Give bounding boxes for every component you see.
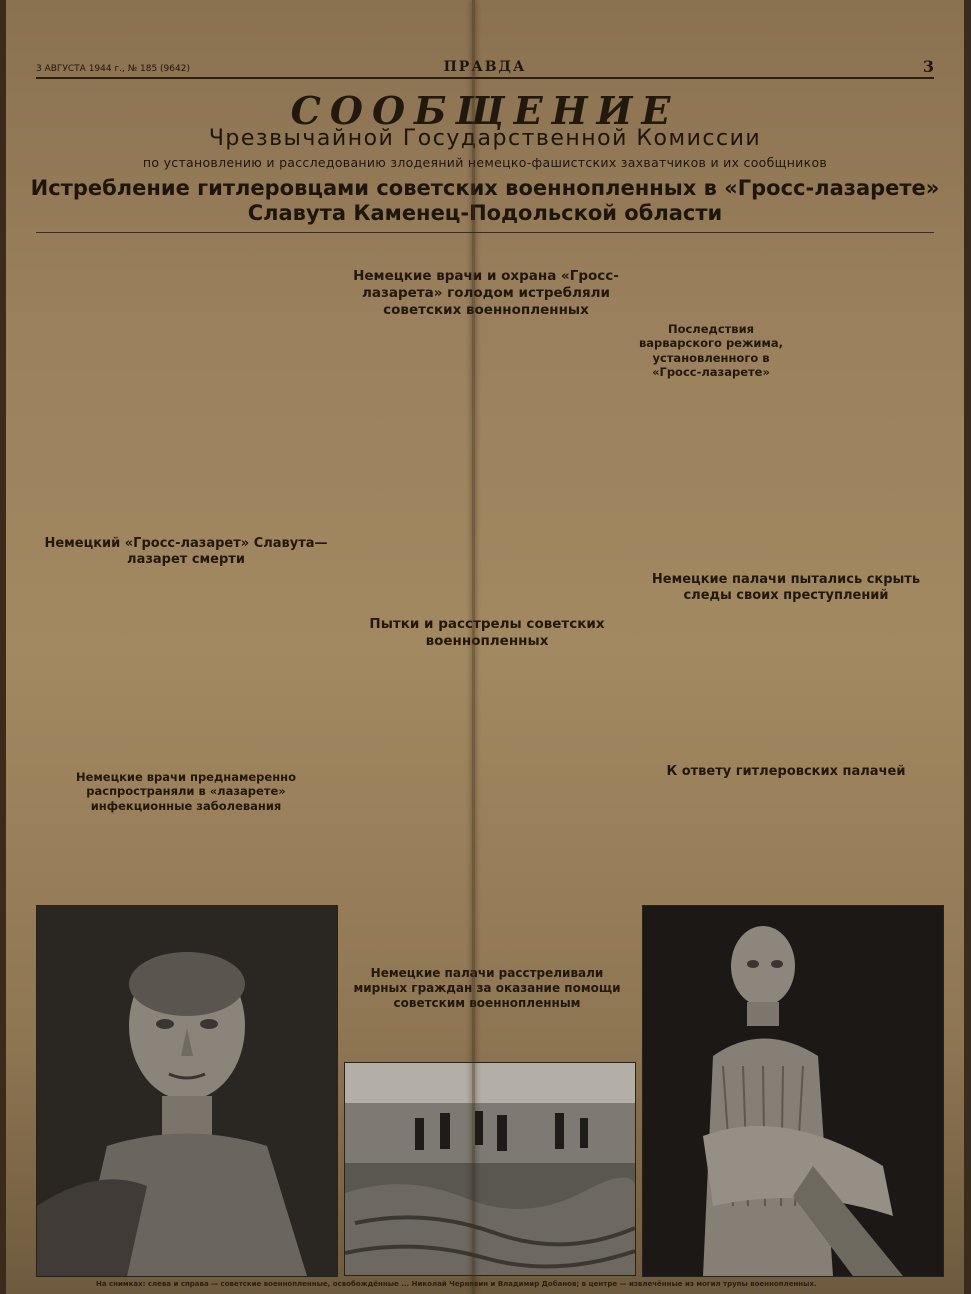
main-title: СООБЩЕНИЕ xyxy=(290,88,680,133)
issue-date: 3 АВГУСТА 1944 г., № 185 (9642) xyxy=(36,64,190,74)
text-column-1-bottom xyxy=(36,818,186,898)
text-column-5-top xyxy=(636,228,784,316)
text-column-3-lower xyxy=(346,638,484,960)
text-column-6-top xyxy=(790,228,940,358)
headline-line-1: Истребление гитлеровцами советских военнопленных в «Гросс-лазарете» xyxy=(30,176,940,200)
page-number: 3 xyxy=(922,57,934,76)
text-column-6 xyxy=(790,362,940,568)
headline-line-2: Славута Каменец-Подольской области xyxy=(247,201,723,225)
photo-caption: На снимках: слева и справа — советские военнопленные, освобождённые ... Николай Чернявин и Владимир Добанов; в центре — извлечённые из могил трупы военнопленных. xyxy=(96,1280,817,1288)
commission-title: Чрезвычайной Государственной Комиссии xyxy=(208,126,762,151)
text-column-4-lower xyxy=(490,638,630,960)
text-column-2 xyxy=(194,238,344,530)
subhead-to-answer: К ответу гитлеровских палачей xyxy=(666,764,906,779)
text-column-2-lower xyxy=(194,575,344,897)
text-column-6-lower xyxy=(790,610,940,760)
commission-subtitle: по установлению и расследованию злодеяний немецко-фашистских захватчиков и их сообщников xyxy=(142,155,828,170)
text-column-5-lower xyxy=(636,610,784,760)
subhead-consequences: Последствия варварского режима, установленного в «Гросс-лазарете» xyxy=(638,322,784,380)
text-column-5-bottom xyxy=(636,788,784,898)
text-column-center-bottom xyxy=(346,1020,634,1060)
subhead-executioners-hide: Немецкие палачи пытались скрыть следы своих преступлений xyxy=(651,572,921,604)
text-column-1 xyxy=(36,238,186,530)
text-column-4 xyxy=(490,228,630,612)
subhead-torture: Пытки и расстрелы советских военнопленных xyxy=(369,616,605,649)
subhead-doctors-spread: Немецкие врачи преднамеренно распространяли в «лазарете» инфекционные заболевания xyxy=(75,770,297,813)
text-column-5 xyxy=(636,362,784,568)
subhead-gross-lazaret: Немецкий «Гросс-лазарет» Славута—лазарет смерти xyxy=(44,536,328,568)
subhead-doctors-guards: Немецкие врачи и охрана «Гросс-лазарета» голодом истребляли советских военнопленных xyxy=(353,268,619,318)
text-column-6-bottom xyxy=(790,788,940,898)
newspaper-page xyxy=(6,0,964,1294)
photo-prisoner-right xyxy=(642,905,944,1277)
masthead xyxy=(36,55,934,79)
photo-prisoner-left xyxy=(36,905,338,1277)
photo-exhumed-bodies xyxy=(344,1062,636,1276)
text-column-1-lower xyxy=(36,575,186,765)
text-column-3-top xyxy=(346,228,484,266)
newspaper-name: ПРАВДА xyxy=(443,59,527,75)
subhead-civilians-shot: Немецкие палачи расстреливали мирных граждан за оказание помощи советским военнопленным xyxy=(353,966,621,1010)
text-column-3 xyxy=(346,306,484,612)
